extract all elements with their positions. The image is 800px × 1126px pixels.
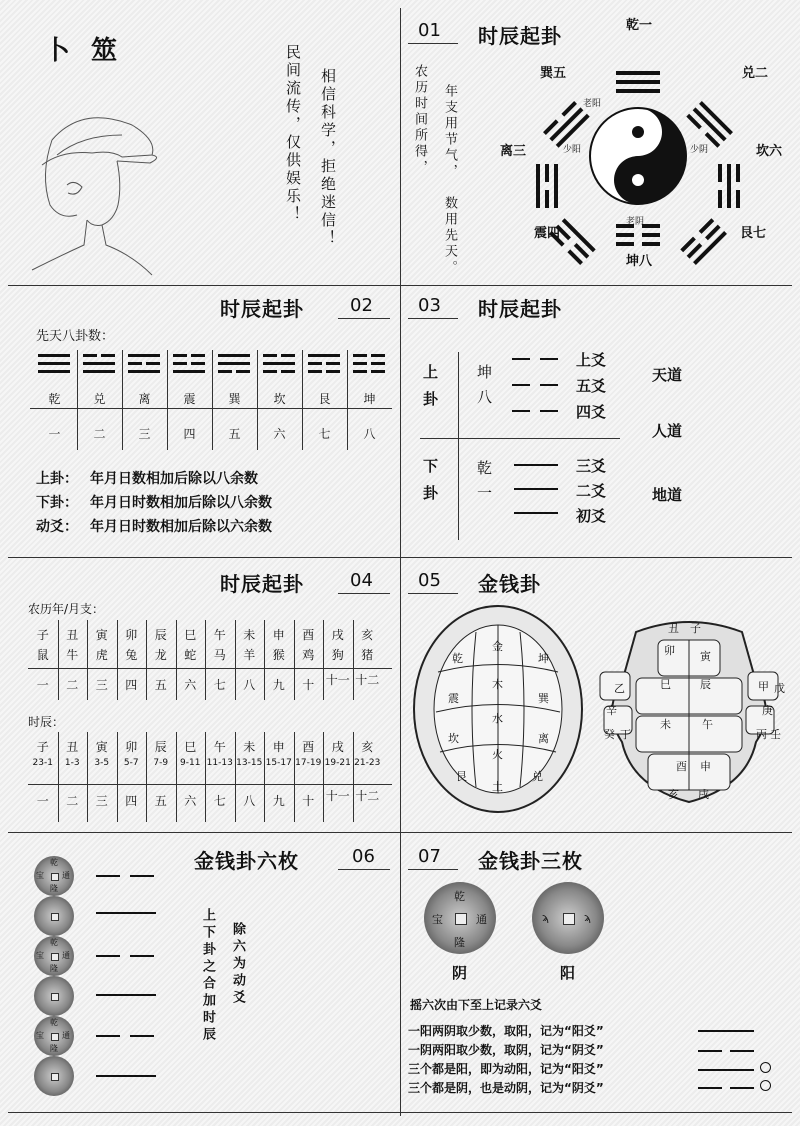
s04-hour-num: 七 [213,794,226,808]
s04-year-num: 九 [272,678,285,692]
s06-note2: 除六为动爻 [230,922,245,1007]
s04-hour-range: 19-21 [324,758,351,768]
shell-r-xin: 辛 [606,704,617,717]
coin-yang-mark-right: ϡ [584,911,591,924]
s04-col-divider [264,620,265,700]
motto-col2: 相信科学，拒绝迷信！ [319,68,337,248]
s04-col-divider [58,732,59,822]
coin-yang-mark-left: ϡ [542,911,549,924]
s04-hour-num: 六 [184,794,197,808]
s04-animal: 蛇 [184,648,197,662]
s02-rule-text: 年月日时数相加后除以八余数 [90,495,272,511]
s04-hour-zhi: 辰 [154,740,167,754]
s04-hour-zhi: 申 [272,740,285,754]
coin-yin-char-3: 通 [476,913,487,926]
shell-r-chou: 丑 [668,622,679,635]
s02-num: 02 [350,295,373,316]
coin-small [34,976,74,1016]
s04-hour-range: 7-9 [153,758,169,768]
s02-trigram-name: 坤 [363,392,376,406]
s02-trigram-symbol [218,354,250,376]
s02-num-underline [338,318,390,319]
s02-trigram-num: 二 [93,427,106,441]
divider-row1 [8,285,792,286]
brand-title: 卜 筮 [44,36,124,66]
s03-yao-4: 四爻 [576,403,607,421]
shell-l-tu: 土 [492,780,503,793]
shell-r-geng: 庚 [762,704,773,717]
s02-col-divider [302,350,303,450]
s01-note1: 农历时间所得， [412,64,427,176]
s02-rule-text: 年月日数相加后除以八余数 [90,471,258,487]
s04-year-num: 六 [184,678,197,692]
s07-num: 07 [418,846,441,867]
s01-note3: 数用先天。 [442,196,457,276]
s04-col-divider [235,732,236,822]
s04-animal: 猴 [272,648,285,662]
s03-dao-ren: 人道 [652,422,683,440]
s04-hour-zhi: 寅 [95,740,108,754]
shell-r-gui: 癸 [604,728,615,741]
coin-small-char: 乾 [50,938,58,947]
shell-l-shui: 水 [492,712,503,725]
s04-year-num: 十 [302,678,315,692]
coin-yin-char-4: 隆 [454,936,465,949]
coin-small-char: 宝 [36,1031,44,1040]
shell-r-si: 巳 [660,678,671,691]
s04-col-divider [176,732,177,822]
coin-small [34,896,74,936]
s02-trigram-symbol [263,354,295,376]
shell-r-ding: 丁 [620,728,631,741]
s02-rule-key: 动爻： [36,519,78,535]
s04-zhi: 未 [243,628,256,642]
s02-col-divider [347,350,348,450]
s07-title: 金钱卦三枚 [478,849,583,873]
s04-col-divider [294,732,295,822]
s02-trigram-name: 巽 [228,392,241,406]
coin-small-char: 乾 [50,1018,58,1027]
shell-l-xun: 巽 [538,692,549,705]
s03-yao-3: 三爻 [576,457,607,475]
shell-r-chen: 辰 [700,678,711,691]
s04-year-num: 五 [154,678,167,692]
s04-col-divider [146,732,147,822]
s04-animal: 羊 [243,648,256,662]
s02-col-divider [167,350,168,450]
coin-yin-char-1: 乾 [454,890,465,903]
shell-l-zhen: 震 [448,692,459,705]
s04-year-num: 十二 [355,673,380,687]
s01-num: 01 [418,20,441,41]
s04-col-divider [205,620,206,700]
coin-small [34,856,74,896]
s02-trigram-symbol [128,354,160,376]
s04-hour-range: 13-15 [236,758,263,768]
s02-trigram-num: 八 [363,427,376,441]
s07-intro: 摇六次由下至上记录六爻 [410,998,543,1012]
s04-col-divider [146,620,147,700]
coin-yin-char-2: 宝 [432,913,443,926]
s03-yao-2: 二爻 [576,482,607,500]
s02-trigram-symbol [308,354,340,376]
s04-year-num: 一 [36,678,49,692]
shell-r-wu2: 午 [702,718,713,731]
s04-animal: 鸡 [302,648,315,662]
s02-trigram-name: 乾 [48,392,61,406]
s04-num-underline [338,593,390,594]
s04-col-divider [264,732,265,822]
s04-col-divider [117,620,118,700]
bagua-label-gen: 艮七 [740,226,767,241]
s03-hrule [420,438,620,439]
s01-title: 时辰起卦 [478,24,562,48]
coin-small-char: 通 [62,871,70,880]
s02-trigram-name: 震 [183,392,196,406]
s04-animal: 猪 [361,648,374,662]
s02-trigram-num: 五 [228,427,241,441]
coin-yang [532,882,604,954]
bagua-inner-4: 老阴 [626,217,645,227]
s04-hour-zhi: 未 [243,740,256,754]
shell-r-ren: 壬 [770,728,781,741]
s04-animal: 牛 [66,648,79,662]
s06-note1: 上下卦之合加时辰 [200,908,215,1044]
shell-r-mao: 卯 [664,644,675,657]
s07-num-underline [408,869,458,870]
s02-trigram-num: 六 [273,427,286,441]
s04-col-divider [176,620,177,700]
s02-rule-key: 上卦： [36,471,78,487]
shell-l-li: 离 [538,732,549,745]
s02-trigram-name: 离 [138,392,151,406]
s04-hour-range: 1-3 [64,758,80,768]
divider-row2 [8,557,792,558]
shell-l-huo: 火 [492,748,503,761]
s03-yao-1: 初爻 [576,507,607,525]
s04-hour-num: 十 [302,794,315,808]
shell-l-dui: 兑 [532,770,543,783]
s02-col-divider [212,350,213,450]
s04-hour-num: 四 [125,794,138,808]
coin-small [34,1056,74,1096]
s07-yang-label: 阳 [560,964,576,982]
shell-r-yin: 寅 [700,650,711,663]
s06-num-underline [338,869,390,870]
s04-row-rule [28,668,392,669]
shell-l-jin: 金 [492,640,503,653]
s02-trigram-num: 七 [318,427,331,441]
s04-zhi: 辰 [154,628,167,642]
s04-label2: 时辰： [28,715,65,729]
s02-rule-text: 年月日时数相加后除以六余数 [90,519,272,535]
s04-year-num: 二 [66,678,79,692]
coin-small-char: 宝 [36,951,44,960]
s02-subtitle: 先天八卦数： [36,329,115,344]
s04-hour-num: 三 [95,794,108,808]
s02-col-divider [122,350,123,450]
shell-r-hai: 亥 [668,788,679,801]
motto-col1: 民间流传，仅供娱乐！ [284,44,302,224]
s06-title: 金钱卦六枚 [194,849,299,873]
s04-zhi: 戌 [331,628,344,642]
bagua-inner-3: 少阳 [563,145,582,155]
s05-title: 金钱卦 [478,572,541,596]
s02-rule-key: 下卦： [36,495,78,511]
s04-hour-zhi: 亥 [361,740,374,754]
s04-year-num: 四 [125,678,138,692]
s04-year-num: 十一 [325,673,350,687]
person-sketch [22,95,172,280]
s07-rule: 一阳两阴取少数，取阳，记为“阳爻” [408,1024,604,1038]
s04-hour-zhi: 午 [213,740,226,754]
shell-l-kun: 坤 [538,652,549,665]
s02-table-rule [30,408,392,409]
s07-yin-label: 阴 [452,964,468,982]
s04-col-divider [353,732,354,822]
coin-small-char: 隆 [50,1044,58,1053]
s02-trigram-symbol [83,354,115,376]
s04-hour-range: 23-1 [32,758,53,768]
s07-rule: 一阴两阳取少数，取阴，记为“阴爻” [408,1043,604,1057]
shell-r-you: 酉 [676,760,687,773]
coin-small-char: 通 [62,1031,70,1040]
s01-num-underline [408,43,458,44]
coin-yin [424,882,496,954]
bagua-label-kan: 坎六 [756,144,783,159]
shell-r-bing: 丙 [756,728,767,741]
s02-trigram-symbol [173,354,205,376]
s04-col-divider [58,620,59,700]
s04-hour-range: 3-5 [94,758,110,768]
s02-trigram-name: 兑 [93,392,106,406]
bagua-inner-1: 老阳 [583,99,602,109]
shell-r-yi: 乙 [614,682,625,695]
s04-zhi: 卯 [125,628,138,642]
s04-title: 时辰起卦 [220,572,304,596]
s04-col-divider [294,620,295,700]
s03-dao-di: 地道 [652,486,683,504]
coin-small-char: 隆 [50,884,58,893]
coin-small-char: 通 [62,951,70,960]
s04-zhi: 申 [272,628,285,642]
s04-hour-num: 八 [243,794,256,808]
shell-r-xu: 戌 [698,788,709,801]
s04-label1: 农历年/月支： [28,602,105,616]
s04-col-divider [323,620,324,700]
shell-r-shen: 申 [700,760,711,773]
s04-hour-range: 5-7 [123,758,139,768]
s04-row-rule [28,784,392,785]
s02-trigram-num: 一 [48,427,61,441]
divider-bottom [8,1112,792,1113]
shell-l-kan: 坎 [448,732,459,745]
s03-yao-5: 五爻 [576,377,607,395]
s04-year-num: 三 [95,678,108,692]
bagua-label-zhen: 震四 [534,226,561,241]
s04-year-num: 七 [213,678,226,692]
bagua-label-kun: 坤八 [626,254,653,269]
s04-zhi: 子 [36,628,49,642]
s04-hour-zhi: 子 [36,740,49,754]
s04-animal: 兔 [125,648,138,662]
s04-hour-zhi: 卯 [125,740,138,754]
s04-animal: 龙 [154,648,167,662]
divider-vertical [400,8,401,1116]
s07-rule: 三个都是阴，也是动阴，记为“阴爻” [408,1081,604,1095]
coin-small [34,1016,74,1056]
s03-yao-6: 上爻 [576,351,607,369]
s04-zhi: 巳 [184,628,197,642]
shell-r-jia: 甲 [758,680,769,693]
s02-trigram-name: 坎 [273,392,286,406]
s04-col-divider [353,620,354,700]
coin-small [34,936,74,976]
s04-hour-range: 9-11 [180,758,201,768]
coin-small-char: 宝 [36,871,44,880]
s04-zhi: 午 [213,628,226,642]
s05-num: 05 [418,570,441,591]
bagua-label-xun: 巽五 [540,66,567,81]
shell-r-wu: 戊 [774,682,785,695]
s04-hour-num: 二 [66,794,79,808]
s04-col-divider [205,732,206,822]
s04-hour-num: 十二 [355,789,380,803]
s03-vrule [458,352,459,540]
s04-hour-zhi: 丑 [66,740,79,754]
s04-zhi: 亥 [361,628,374,642]
s07-rule: 三个都是阳，即为动阳，记为“阳爻” [408,1062,604,1076]
s04-zhi: 酉 [302,628,315,642]
s02-trigram-num: 四 [183,427,196,441]
s04-hour-range: 17-19 [295,758,322,768]
s02-title: 时辰起卦 [220,297,304,321]
divider-row3 [8,832,792,833]
turtle-shell-right [596,612,782,808]
s04-col-divider [87,620,88,700]
s04-hour-range: 15-17 [265,758,292,768]
s05-num-underline [408,593,458,594]
s04-col-divider [117,732,118,822]
s04-animal: 虎 [95,648,108,662]
s03-num-underline [408,318,458,319]
s04-hour-zhi: 酉 [302,740,315,754]
s04-hour-zhi: 巳 [184,740,197,754]
s02-trigram-name: 艮 [318,392,331,406]
s04-hour-range: 21-23 [354,758,381,768]
s04-col-divider [87,732,88,822]
s04-hour-num: 十一 [325,789,350,803]
s03-kun-label: 坤八 [475,364,493,414]
shell-r-zi: 子 [690,622,701,635]
bagua-inner-2: 少阴 [690,145,709,155]
s02-trigram-num: 三 [138,427,151,441]
s02-trigram-symbol [38,354,70,376]
s04-col-divider [235,620,236,700]
s02-col-divider [257,350,258,450]
s04-hour-num: 九 [272,794,285,808]
s04-year-num: 八 [243,678,256,692]
s03-qian-label: 乾一 [475,460,493,510]
shell-l-gen: 艮 [456,770,467,783]
s04-animal: 狗 [331,648,344,662]
s04-num: 04 [350,570,373,591]
coin-small-char: 隆 [50,964,58,973]
s01-note2: 年支用节气， [442,84,457,180]
s04-hour-num: 一 [36,794,49,808]
s03-upper-label: 上卦 [421,364,439,418]
s04-hour-zhi: 戌 [331,740,344,754]
s04-hour-range: 11-13 [206,758,233,768]
coin-small-char: 乾 [50,858,58,867]
bagua-label-li: 离三 [500,144,527,159]
s04-animal: 鼠 [36,648,49,662]
s04-col-divider [323,732,324,822]
s04-hour-num: 五 [154,794,167,808]
s04-animal: 马 [213,648,226,662]
s03-title: 时辰起卦 [478,297,562,321]
shell-l-mu: 木 [492,678,503,691]
s02-col-divider [77,350,78,450]
shell-r-wei: 未 [660,718,671,731]
s03-num: 03 [418,295,441,316]
s03-lower-label: 下卦 [421,458,439,512]
s04-zhi: 寅 [95,628,108,642]
bagua-label-qian: 乾一 [626,18,653,33]
s06-num: 06 [352,846,375,867]
s04-zhi: 丑 [66,628,79,642]
bagua-label-dui: 兑二 [742,66,769,81]
s02-trigram-symbol [353,354,385,376]
shell-l-qian: 乾 [452,652,463,665]
s03-dao-tian: 天道 [652,366,683,384]
